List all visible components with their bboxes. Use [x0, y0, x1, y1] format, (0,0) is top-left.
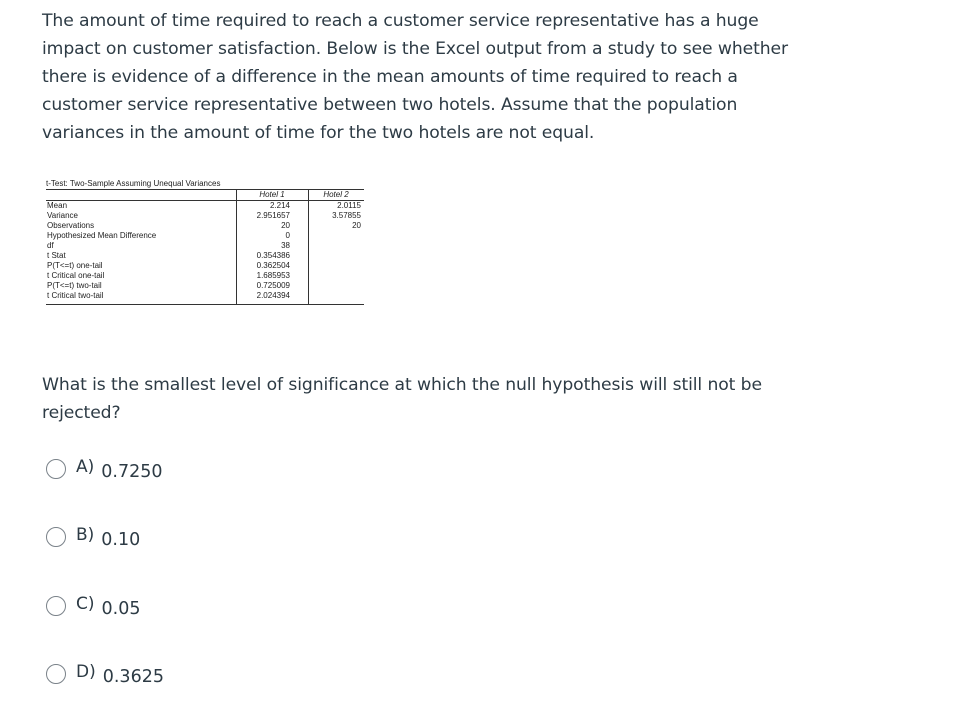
row-label: t Stat [47, 251, 66, 260]
answer-option-d[interactable] [46, 661, 164, 687]
table-row [46, 251, 364, 261]
option-value: 0.10 [101, 530, 141, 550]
answer-option-a[interactable] [46, 456, 163, 482]
hotel1-value: 2.024394 [256, 291, 290, 300]
hotel1-value: 20 [281, 221, 290, 230]
question-prompt: The amount of time required to reach a customer service representative has a huge impact on customer satisfaction. Below is the Excel output from a study to see whether there is evidence of a difference in the mean amounts of time required to reach a customer service representative between two hotels. Assume that the population variances in the amount of time for the two hotels are not equal. [42, 11, 788, 143]
header-divider-2 [308, 190, 309, 200]
option-value: 0.05 [101, 599, 141, 619]
option-value: 0.7250 [101, 462, 163, 482]
radio-button[interactable] [46, 527, 66, 547]
table-row [46, 241, 364, 251]
header-divider-1 [236, 190, 237, 200]
hotel2-value: 20 [352, 221, 361, 230]
hotel1-value: 38 [281, 241, 290, 250]
hotel1-value: 0.362504 [256, 261, 290, 270]
row-label: Observations [47, 221, 95, 230]
row-label: Hypothesized Mean Difference [47, 231, 157, 240]
hotel2-value: 3.57855 [332, 211, 361, 220]
row-label: Variance [47, 211, 78, 220]
option-letter: A) [76, 457, 95, 477]
header-hotel-1: Hotel 1 [259, 190, 285, 199]
radio-button[interactable] [46, 596, 66, 616]
hotel1-value: 2.951657 [256, 211, 290, 220]
column-divider-1 [236, 201, 237, 305]
table-row [46, 221, 364, 231]
hotel1-value: 2.214 [269, 201, 290, 210]
hotel2-value: 2.0115 [337, 201, 361, 210]
option-value: 0.3625 [102, 667, 164, 687]
table-row [46, 261, 364, 271]
answer-option-b[interactable] [46, 524, 140, 550]
row-label: P(T<=t) two-tail [47, 281, 102, 290]
row-label: P(T<=t) one-tail [47, 261, 103, 270]
radio-button[interactable] [46, 664, 66, 684]
question-ask: What is the smallest level of significance at which the null hypothesis will still not be rejected? [42, 375, 762, 423]
excel-body [46, 201, 364, 305]
row-label: Mean [47, 201, 68, 210]
table-row [46, 271, 364, 281]
option-letter: D) [76, 662, 96, 682]
answer-option-c[interactable] [46, 593, 140, 619]
table-row [46, 281, 364, 291]
table-row [46, 211, 364, 221]
hotel1-value: 0 [285, 231, 290, 240]
excel-output-table [46, 179, 364, 305]
row-label: t Critical one-tail [47, 271, 105, 280]
hotel1-value: 1.685953 [256, 271, 290, 280]
table-row [46, 231, 364, 241]
option-letter: C) [76, 594, 95, 614]
table-row [46, 291, 364, 301]
hotel1-value: 0.354386 [256, 251, 290, 260]
column-divider-2 [308, 201, 309, 305]
radio-button[interactable] [46, 459, 66, 479]
excel-header-row [46, 190, 364, 201]
excel-title: t-Test: Two-Sample Assuming Unequal Variances [46, 179, 364, 190]
header-hotel-2: Hotel 2 [323, 190, 349, 199]
row-label: t Critical two-tail [47, 291, 104, 300]
option-letter: B) [76, 525, 95, 545]
table-row [46, 201, 364, 211]
row-label: df [47, 241, 54, 250]
hotel1-value: 0.725009 [256, 281, 290, 290]
